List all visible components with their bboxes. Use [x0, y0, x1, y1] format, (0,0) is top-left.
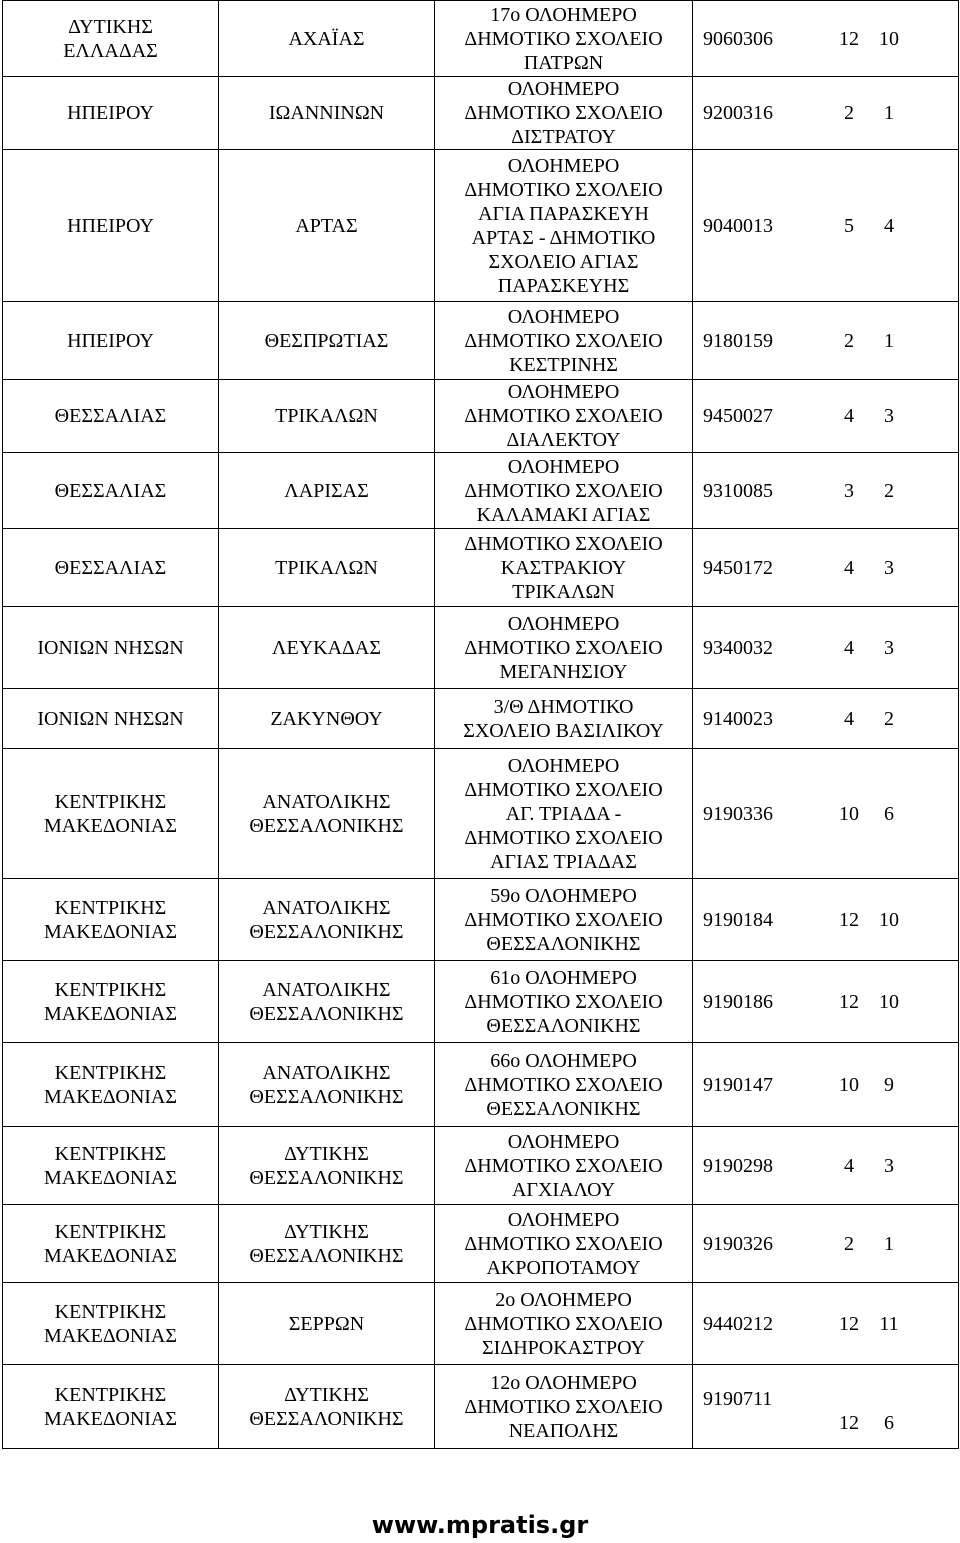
school-name-cell: ΟΛΟΗΜΕΡΟ ΔΗΜΟΤΙΚΟ ΣΧΟΛΕΙΟ ΑΚΡΟΠΟΤΑΜΟΥ: [435, 1205, 693, 1283]
numbers-cell: [693, 1205, 959, 1283]
school-name-cell: ΟΛΟΗΜΕΡΟ ΔΗΜΟΤΙΚΟ ΣΧΟΛΕΙΟ ΔΙΑΛΕΚΤΟΥ: [435, 380, 693, 453]
region-cell: ΙΟΝΙΩΝ ΝΗΣΩΝ: [3, 607, 219, 689]
count-a: 5: [844, 214, 854, 237]
count-a: 10: [839, 802, 859, 825]
school-name-cell: 59ο ΟΛΟΗΜΕΡΟ ΔΗΜΟΤΙΚΟ ΣΧΟΛΕΙΟ ΘΕΣΣΑΛΟΝΙΚΗΣ: [435, 879, 693, 961]
region-cell: ΗΠΕΙΡΟΥ: [3, 302, 219, 380]
prefecture-cell: ΔΥΤΙΚΗΣ ΘΕΣΣΑΛΟΝΙΚΗΣ: [219, 1205, 435, 1283]
school-name-cell: 17ο ΟΛΟΗΜΕΡΟ ΔΗΜΟΤΙΚΟ ΣΧΟΛΕΙΟ ΠΑΤΡΩΝ: [435, 1, 693, 77]
prefecture-cell: ΤΡΙΚΑΛΩΝ: [219, 529, 435, 607]
table-row: [3, 749, 959, 879]
table-row: [3, 607, 959, 689]
count-b: 10: [879, 27, 899, 50]
prefecture-cell: ΔΥΤΙΚΗΣ ΘΕΣΣΑΛΟΝΙΚΗΣ: [219, 1127, 435, 1205]
school-code: 9450172: [703, 556, 773, 579]
school-code: 9190184: [703, 908, 773, 931]
numbers-cell: [693, 77, 959, 150]
school-name-cell: 61ο ΟΛΟΗΜΕΡΟ ΔΗΜΟΤΙΚΟ ΣΧΟΛΕΙΟ ΘΕΣΣΑΛΟΝΙΚΗΣ: [435, 961, 693, 1043]
count-a: 2: [844, 102, 854, 124]
count-a: 4: [844, 636, 854, 659]
school-name-cell: ΟΛΟΗΜΕΡΟ ΔΗΜΟΤΙΚΟ ΣΧΟΛΕΙΟ ΑΓΧΙΑΛΟΥ: [435, 1127, 693, 1205]
count-b: 6: [884, 1412, 894, 1434]
school-name-cell: ΟΛΟΗΜΕΡΟ ΔΗΜΟΤΙΚΟ ΣΧΟΛΕΙΟ ΑΓΙΑ ΠΑΡΑΣΚΕΥΗ ΑΡΤΑΣ - ΔΗΜΟΤΙΚΟ ΣΧΟΛΕΙΟ ΑΓΙΑΣ ΠΑΡΑΣΚΕΥΗΣ: [435, 150, 693, 302]
school-name-cell: ΟΛΟΗΜΕΡΟ ΔΗΜΟΤΙΚΟ ΣΧΟΛΕΙΟ ΚΑΛΑΜΑΚΙ ΑΓΙΑΣ: [435, 453, 693, 529]
school-name-cell: ΟΛΟΗΜΕΡΟ ΔΗΜΟΤΙΚΟ ΣΧΟΛΕΙΟ ΑΓ. ΤΡΙΑΔΑ - ΔΗΜΟΤΙΚΟ ΣΧΟΛΕΙΟ ΑΓΙΑΣ ΤΡΙΑΔΑΣ: [435, 749, 693, 879]
numbers-cell: [693, 689, 959, 749]
count-a: 3: [844, 479, 854, 502]
numbers-cell: [693, 1043, 959, 1127]
count-a: 2: [844, 1232, 854, 1255]
count-b: 2: [884, 707, 894, 730]
school-name-cell: ΟΛΟΗΜΕΡΟ ΔΗΜΟΤΙΚΟ ΣΧΟΛΕΙΟ ΜΕΓΑΝΗΣΙΟΥ: [435, 607, 693, 689]
table-row: [3, 1283, 959, 1365]
school-name-cell: ΔΗΜΟΤΙΚΟ ΣΧΟΛΕΙΟ ΚΑΣΤΡΑΚΙΟΥ ΤΡΙΚΑΛΩΝ: [435, 529, 693, 607]
school-name-cell: 2ο ΟΛΟΗΜΕΡΟ ΔΗΜΟΤΙΚΟ ΣΧΟΛΕΙΟ ΣΙΔΗΡΟΚΑΣΤΡΟΥ: [435, 1283, 693, 1365]
count-b: 3: [884, 1154, 894, 1177]
region-cell: ΚΕΝΤΡΙΚΗΣ ΜΑΚΕΔΟΝΙΑΣ: [3, 1043, 219, 1127]
numbers-cell: [693, 150, 959, 302]
numbers-cell: [693, 749, 959, 879]
prefecture-cell: ΑΡΤΑΣ: [219, 150, 435, 302]
prefecture-cell: ΤΡΙΚΑΛΩΝ: [219, 380, 435, 453]
table-row: [3, 302, 959, 380]
prefecture-cell: ΖΑΚΥΝΘΟΥ: [219, 689, 435, 749]
region-cell: ΙΟΝΙΩΝ ΝΗΣΩΝ: [3, 689, 219, 749]
table-row: [3, 1127, 959, 1205]
numbers-cell: [693, 453, 959, 529]
prefecture-cell: ΣΕΡΡΩΝ: [219, 1283, 435, 1365]
count-b: 4: [884, 214, 894, 237]
table-row: [3, 380, 959, 453]
prefecture-cell: ΑΧΑΪΑΣ: [219, 1, 435, 77]
count-b: 6: [884, 802, 894, 825]
numbers-cell: [693, 302, 959, 380]
school-name-cell: 66ο ΟΛΟΗΜΕΡΟ ΔΗΜΟΤΙΚΟ ΣΧΟΛΕΙΟ ΘΕΣΣΑΛΟΝΙΚΗΣ: [435, 1043, 693, 1127]
numbers-cell: [693, 380, 959, 453]
schools-table: [2, 0, 959, 1449]
school-code: 9340032: [703, 636, 773, 659]
count-a: 12: [839, 990, 859, 1013]
count-a: 12: [839, 27, 859, 50]
count-a: 2: [844, 329, 854, 352]
table-row: [3, 1043, 959, 1127]
school-code: 9190147: [703, 1073, 773, 1096]
school-code: 9180159: [703, 329, 773, 352]
region-cell: ΘΕΣΣΑΛΙΑΣ: [3, 380, 219, 453]
numbers-cell: [693, 607, 959, 689]
region-cell: ΚΕΝΤΡΙΚΗΣ ΜΑΚΕΔΟΝΙΑΣ: [3, 1365, 219, 1449]
count-b: 3: [884, 556, 894, 579]
schools-table-body: [3, 1, 959, 1449]
table-row: [3, 529, 959, 607]
count-a: 4: [844, 556, 854, 579]
region-cell: ΗΠΕΙΡΟΥ: [3, 77, 219, 150]
count-b: 1: [884, 1232, 894, 1255]
region-cell: ΗΠΕΙΡΟΥ: [3, 150, 219, 302]
count-b: 1: [884, 102, 894, 124]
table-row: [3, 961, 959, 1043]
prefecture-cell: ΑΝΑΤΟΛΙΚΗΣ ΘΕΣΣΑΛΟΝΙΚΗΣ: [219, 749, 435, 879]
school-code: 9040013: [703, 214, 773, 237]
table-row: [3, 150, 959, 302]
prefecture-cell: ΙΩΑΝΝΙΝΩΝ: [219, 77, 435, 150]
school-code: 9190298: [703, 1154, 773, 1177]
school-name-cell: ΟΛΟΗΜΕΡΟ ΔΗΜΟΤΙΚΟ ΣΧΟΛΕΙΟ ΚΕΣΤΡΙΝΗΣ: [435, 302, 693, 380]
region-cell: ΚΕΝΤΡΙΚΗΣ ΜΑΚΕΔΟΝΙΑΣ: [3, 879, 219, 961]
school-code: 9140023: [703, 707, 773, 730]
count-a: 12: [839, 1312, 859, 1335]
table-row: [3, 879, 959, 961]
school-code: 9060306: [703, 27, 773, 50]
count-a: 12: [839, 908, 859, 931]
table-row: [3, 1, 959, 77]
numbers-cell: [693, 1, 959, 77]
count-a: 4: [844, 1154, 854, 1177]
count-a: 12: [839, 1412, 859, 1434]
count-b: 10: [879, 908, 899, 931]
school-code: 9310085: [703, 479, 773, 502]
school-name-cell: ΟΛΟΗΜΕΡΟ ΔΗΜΟΤΙΚΟ ΣΧΟΛΕΙΟ ΔΙΣΤΡΑΤΟΥ: [435, 77, 693, 150]
count-b: 3: [884, 636, 894, 659]
count-b: 1: [884, 329, 894, 352]
numbers-cell: [693, 1283, 959, 1365]
school-name-cell: 12ο ΟΛΟΗΜΕΡΟ ΔΗΜΟΤΙΚΟ ΣΧΟΛΕΙΟ ΝΕΑΠΟΛΗΣ: [435, 1365, 693, 1449]
prefecture-cell: ΑΝΑΤΟΛΙΚΗΣ ΘΕΣΣΑΛΟΝΙΚΗΣ: [219, 1043, 435, 1127]
count-b: 10: [879, 990, 899, 1013]
numbers-cell: [693, 879, 959, 961]
region-cell: ΘΕΣΣΑΛΙΑΣ: [3, 529, 219, 607]
region-cell: ΚΕΝΤΡΙΚΗΣ ΜΑΚΕΔΟΝΙΑΣ: [3, 749, 219, 879]
school-code: 9190336: [703, 802, 773, 825]
school-code: 9190711: [703, 1388, 773, 1410]
table-row: [3, 1365, 959, 1449]
region-cell: ΚΕΝΤΡΙΚΗΣ ΜΑΚΕΔΟΝΙΑΣ: [3, 1205, 219, 1283]
region-cell: ΚΕΝΤΡΙΚΗΣ ΜΑΚΕΔΟΝΙΑΣ: [3, 961, 219, 1043]
numbers-cell: [693, 529, 959, 607]
numbers-cell: [693, 1127, 959, 1205]
count-a: 10: [839, 1073, 859, 1096]
count-b: 11: [879, 1312, 899, 1335]
prefecture-cell: ΘΕΣΠΡΩΤΙΑΣ: [219, 302, 435, 380]
table-row: [3, 77, 959, 150]
prefecture-cell: ΛΕΥΚΑΔΑΣ: [219, 607, 435, 689]
count-b: 2: [884, 479, 894, 502]
table-row: [3, 1205, 959, 1283]
prefecture-cell: ΛΑΡΙΣΑΣ: [219, 453, 435, 529]
school-code: 9450027: [703, 405, 773, 427]
count-b: 9: [884, 1073, 894, 1096]
count-b: 3: [884, 405, 894, 427]
table-row: [3, 453, 959, 529]
region-cell: ΚΕΝΤΡΙΚΗΣ ΜΑΚΕΔΟΝΙΑΣ: [3, 1127, 219, 1205]
region-cell: ΘΕΣΣΑΛΙΑΣ: [3, 453, 219, 529]
prefecture-cell: ΔΥΤΙΚΗΣ ΘΕΣΣΑΛΟΝΙΚΗΣ: [219, 1365, 435, 1449]
footer-url[interactable]: www.mpratis.gr: [371, 1511, 589, 1539]
count-a: 4: [844, 405, 854, 427]
school-code: 9190326: [703, 1232, 773, 1255]
school-code: 9190186: [703, 990, 773, 1013]
region-cell: ΔΥΤΙΚΗΣ ΕΛΛΑΔΑΣ: [3, 1, 219, 77]
numbers-cell: [693, 1365, 959, 1449]
school-code: 9200316: [703, 102, 773, 124]
numbers-cell: [693, 961, 959, 1043]
count-a: 4: [844, 707, 854, 730]
prefecture-cell: ΑΝΑΤΟΛΙΚΗΣ ΘΕΣΣΑΛΟΝΙΚΗΣ: [219, 961, 435, 1043]
prefecture-cell: ΑΝΑΤΟΛΙΚΗΣ ΘΕΣΣΑΛΟΝΙΚΗΣ: [219, 879, 435, 961]
table-row: [3, 689, 959, 749]
school-code: 9440212: [703, 1312, 773, 1335]
region-cell: ΚΕΝΤΡΙΚΗΣ ΜΑΚΕΔΟΝΙΑΣ: [3, 1283, 219, 1365]
school-name-cell: 3/Θ ΔΗΜΟΤΙΚΟ ΣΧΟΛΕΙΟ ΒΑΣΙΛΙΚΟΥ: [435, 689, 693, 749]
